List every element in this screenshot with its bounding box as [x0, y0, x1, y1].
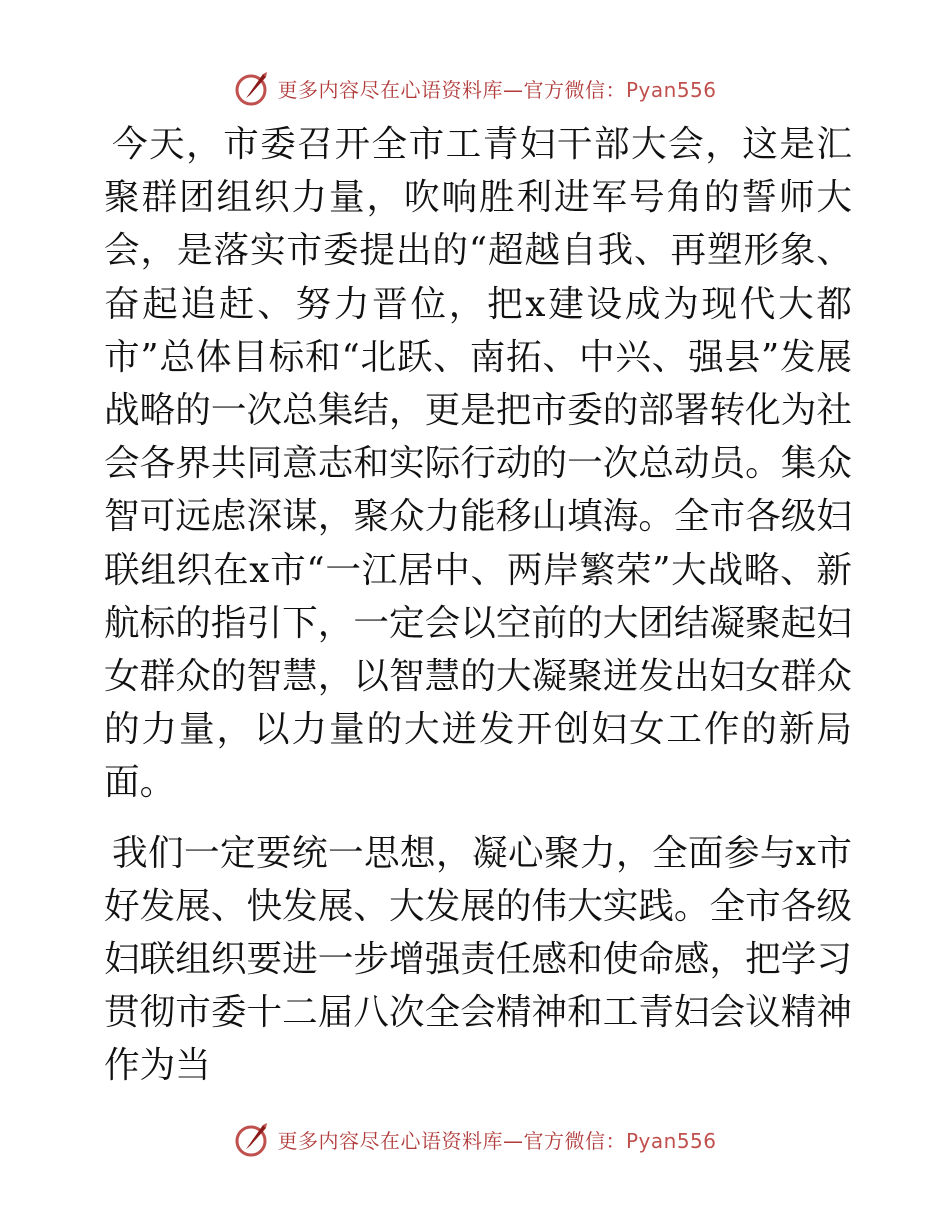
document-body: [104, 118, 852, 1093]
watermark-text: 更多内容尽在心语资料库—官方微信：Pyan556: [277, 1128, 717, 1153]
paragraph-2: 我们一定要统一思想，凝心聚力，全面参与x市好发展、快发展、大发展的伟大实践。全市各级妇联组织要进一步增强责任感和使命感，把学习贯彻市委十二届八次全会精神和工青妇会议精神作为当: [104, 832, 852, 1087]
header-watermark-banner: [0, 66, 950, 110]
footer-watermark-banner: [0, 1117, 950, 1161]
wechat-id: Pyan556: [625, 1128, 717, 1153]
wechat-id: Pyan556: [625, 77, 717, 102]
paragraph-1: 今天，市委召开全市工青妇干部大会，这是汇聚群团组织力量，吹响胜利进军号角的誓师大会，是落实市委提出的“超越自我、再塑形象、奋起追赶、努力晋位，把x建设成为现代大都市”总体目标和“北跃、南拓、中兴、强县”发展战略的一次总集结，更是把市委的部署转化为社会各界共同意志和实际行动的一次总动员。集众智可远虑深谋，聚众力能移山填海。全市各级妇联组织在x市“一江居中、两岸繁荣”大战略、新航标的指引下，一定会以空前的大团结凝聚起妇女群众的智慧，以智慧的大凝聚迸发出妇女群众的力量，以力量的大迸发开创妇女工作的新局面。: [104, 124, 852, 804]
quill-pen-logo-icon: [233, 1119, 273, 1159]
watermark-text: 更多内容尽在心语资料库—官方微信：Pyan556: [277, 77, 717, 102]
quill-pen-logo-icon: [233, 68, 273, 108]
